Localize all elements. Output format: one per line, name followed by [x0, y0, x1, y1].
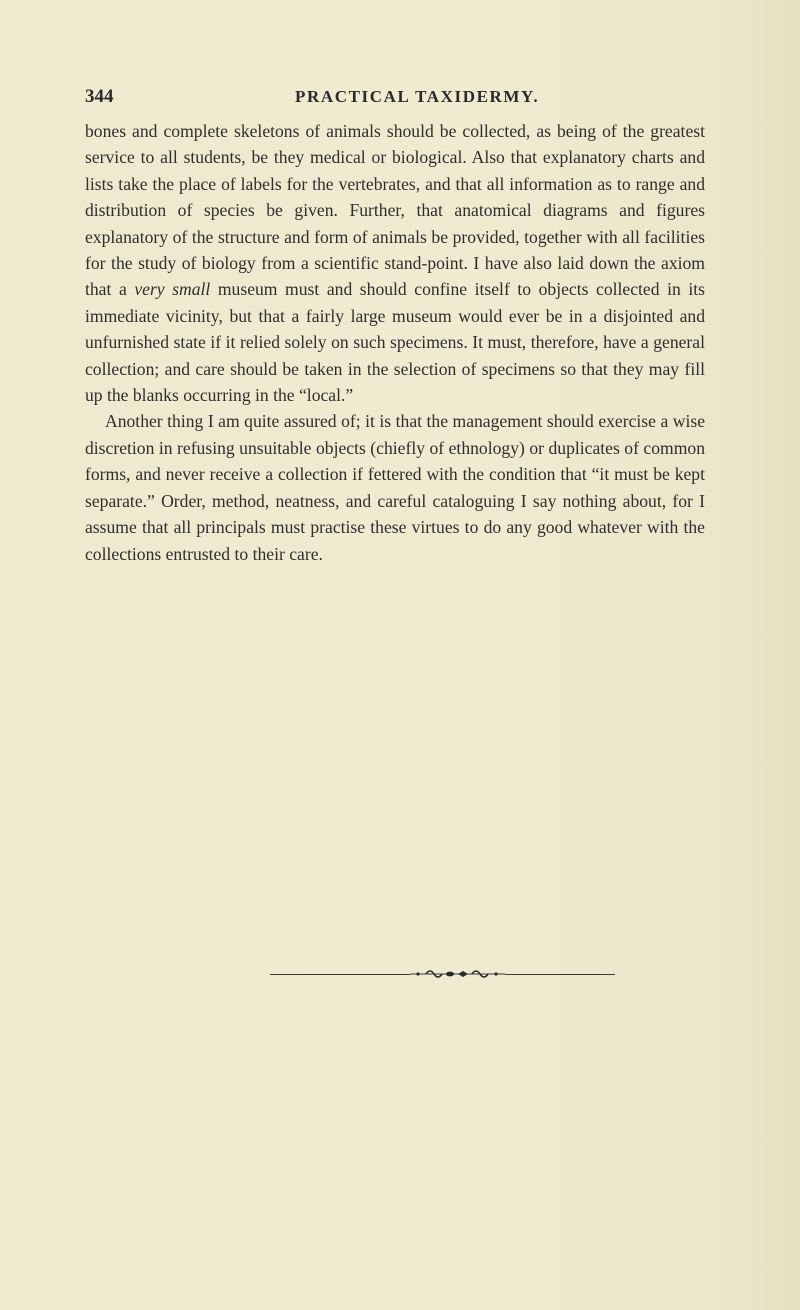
page-number: 344 [85, 86, 114, 107]
page-header [85, 86, 685, 116]
paragraph [85, 118, 705, 408]
divider-ornament-icon [410, 967, 505, 981]
emphasis-text: very small [134, 279, 211, 300]
running-head: PRACTICAL TAXIDERMY. [295, 87, 540, 106]
body-text [85, 118, 705, 567]
paragraph-text: bones and complete skeletons of animals should be collected, as being of the greatest service to all students, be they medical or biological. Also that explanatory charts and lists take the place of labels for the vertebrates, and that all information as to range and distribution of species be given. Further, that anatomical diagrams and figures explanatory of the structure and form of animals be provided, together with all facilities for the study of biology from a scientific stand-point. I have also laid down the axiom that a [85, 121, 705, 300]
paragraph-text: museum must and should confine itself to objects collected in its immediate vicinity, but that a fairly large museum would ever be in a disjointed and unfurnished state if it relied solely on such specimens. It must, therefore, have a general collection; and care should be taken in the selection of specimens so that they may fill up the blanks occurring in the “local.” [85, 279, 705, 406]
divider-rule-right [505, 974, 615, 975]
paragraph: Another thing I am quite assured of; it is that the management should exercise a wise discretion in refusing unsuitable objects (chiefly of ethnology) or duplicates of common forms, and never receive a collection if fettered with the condition that “it must be kept separate.” Order, method, neatness, and careful cataloguing I say nothing about, for I assume that all principals must practise these virtues to do any good whatever with the collections entrusted to their care. [85, 411, 705, 564]
divider-rule-left [270, 974, 410, 975]
section-end-divider [270, 969, 670, 981]
